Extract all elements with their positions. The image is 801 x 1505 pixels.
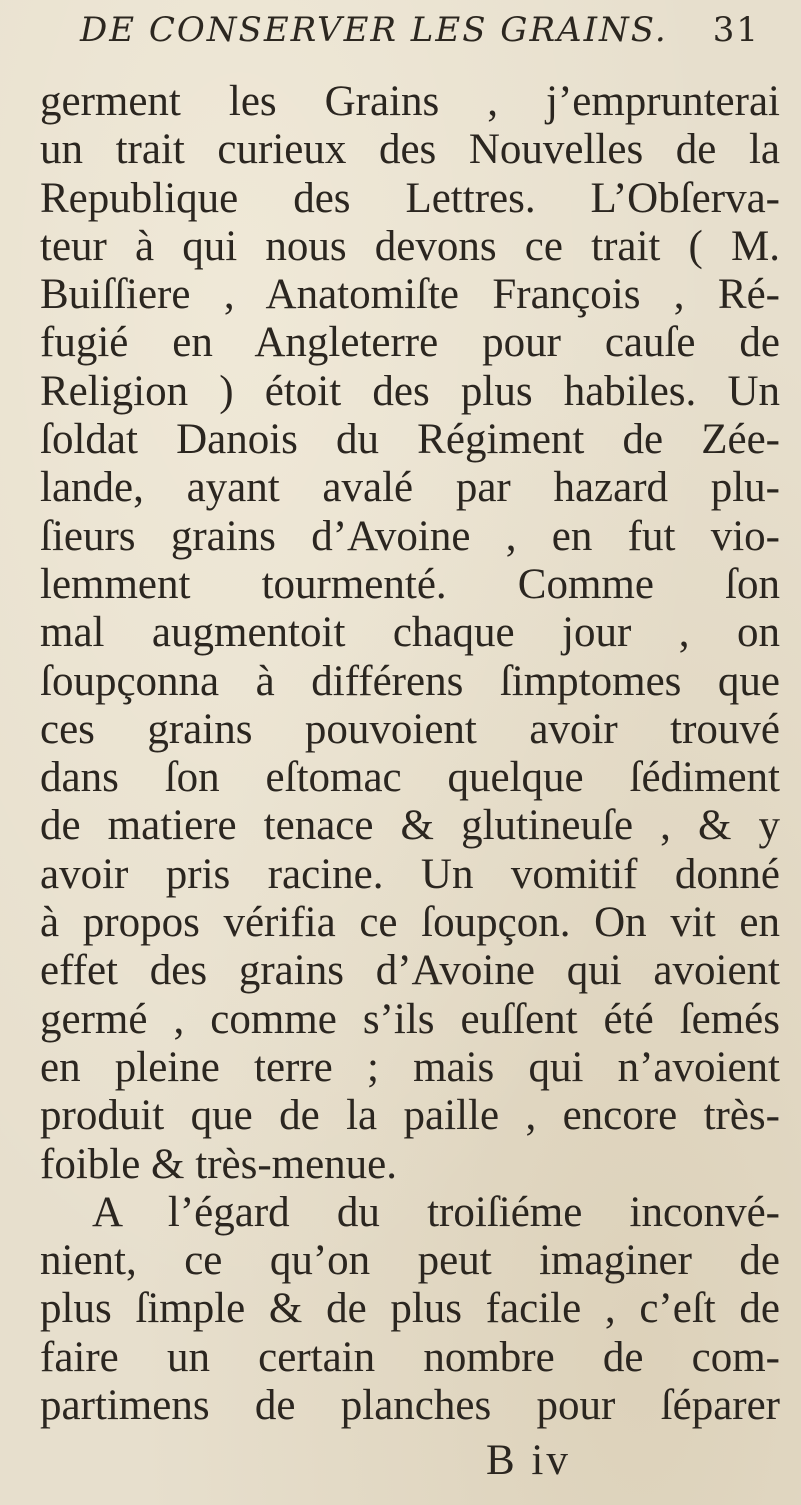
text-line: un trait curieux des Nouvelles de la — [40, 126, 780, 174]
text-line: de matiere tenace & glutineuſe , & y — [40, 802, 780, 850]
text-line: dans ſon eſtomac quelque ſédiment — [40, 754, 780, 802]
text-line: faire un certain nombre de com- — [40, 1333, 780, 1381]
text-line: ſoupçonna à différens ſimptomes que — [40, 657, 780, 705]
page-number: 31 — [712, 10, 760, 50]
signature-mark: B iv — [486, 1437, 571, 1484]
text-line: teur à qui nous devons ce trait ( M. — [40, 222, 780, 270]
text-line: produit que de la paille , encore très- — [40, 1092, 780, 1140]
text-line: ces grains pouvoient avoir trouvé — [40, 705, 780, 753]
text-line: nient, ce qu’on peut imaginer de — [40, 1237, 780, 1285]
text-line: plus ſimple & de plus facile , c’eſt de — [40, 1285, 780, 1333]
paragraph-start-line: A l’égard du troiſiéme inconvé- — [92, 1188, 780, 1236]
text-line: ſieurs grains d’Avoine , en fut vio- — [40, 512, 780, 560]
text-line: germent les Grains , j’emprunterai — [40, 78, 780, 125]
text-line: lemment tourmenté. Comme ſon — [40, 560, 780, 608]
text-line: à propos vérifia ce ſoupçon. On vit en — [40, 899, 780, 947]
text-line: ſoldat Danois du Régiment de Zée- — [40, 416, 780, 464]
text-line: mal augmentoit chaque jour , on — [40, 609, 780, 657]
text-line: avoir pris racine. Un vomitif donné — [40, 850, 780, 898]
body-text — [40, 78, 780, 1430]
running-title: DE CONSERVER LES GRAINS. — [80, 10, 668, 50]
text-line: partimens de planches pour ſéparer — [40, 1382, 780, 1430]
text-line: fugié en Angleterre pour cauſe de — [40, 319, 780, 367]
text-line: Religion ) étoit des plus habiles. Un — [40, 367, 780, 415]
paragraph-end-line: foible & très-menue. — [40, 1140, 398, 1188]
text-line: en pleine terre ; mais qui n’avoient — [40, 1043, 780, 1091]
running-header — [80, 10, 760, 70]
text-line: Buiſſiere , Anatomiſte François , Ré- — [40, 271, 780, 319]
text-line: Republique des Lettres. L’Obſerva- — [40, 174, 780, 222]
text-line: germé , comme s’ils euſſent été ſemés — [40, 995, 780, 1043]
text-line: effet des grains d’Avoine qui avoient — [40, 947, 780, 995]
text-line: lande, ayant avalé par hazard plu- — [40, 464, 780, 512]
